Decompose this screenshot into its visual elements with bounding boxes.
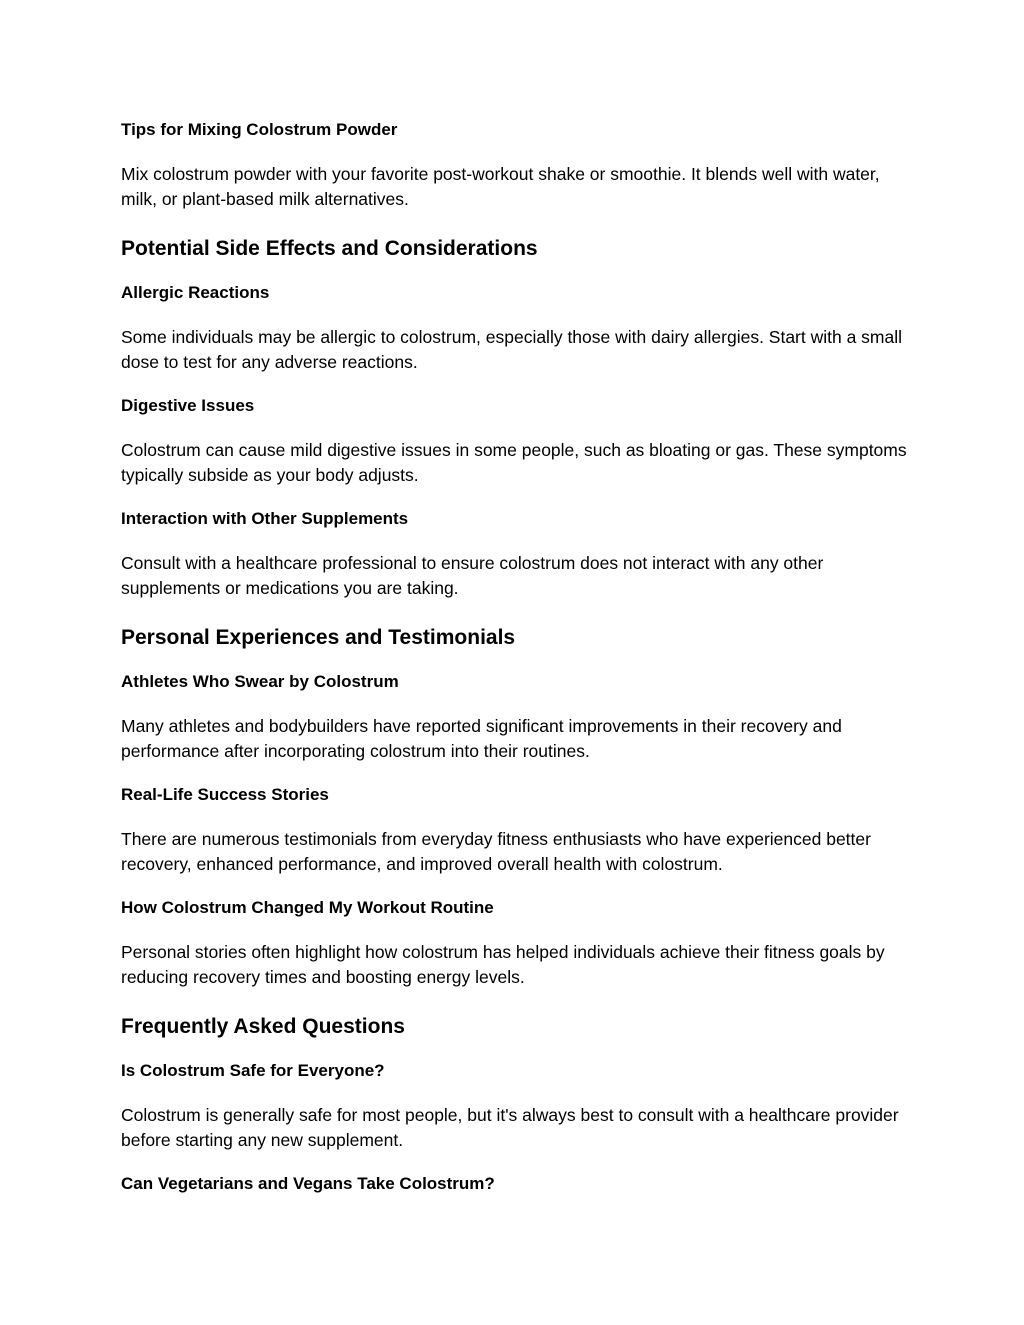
digestive-issues-paragraph: Colostrum can cause mild digestive issues in some people, such as bloating or gas. These symptoms typically subside as your body adjusts. (121, 440, 907, 485)
interaction-heading: Interaction with Other Supplements (121, 509, 409, 528)
experiences-heading: Personal Experiences and Testimonials (121, 626, 516, 649)
success-stories-heading: Real-Life Success Stories (121, 785, 329, 804)
side-effects-heading: Potential Side Effects and Considerations (121, 237, 538, 260)
faq-heading: Frequently Asked Questions (121, 1015, 405, 1038)
digestive-issues-heading: Digestive Issues (121, 396, 255, 415)
success-stories-paragraph: There are numerous testimonials from everyday fitness enthusiasts who have experienced better recovery, enhanced performance, and improved overall health with colostrum. (121, 829, 871, 874)
workout-routine-paragraph: Personal stories often highlight how colostrum has helped individuals achieve their fitness goals by reducing recovery times and boosting energy levels. (121, 942, 885, 987)
faq-vegan-heading: Can Vegetarians and Vegans Take Colostrum? (121, 1174, 495, 1193)
allergic-reactions-paragraph: Some individuals may be allergic to colostrum, especially those with dairy allergies. Start with a small dose to test for any adverse reactions. (121, 327, 903, 372)
faq-safe-paragraph: Colostrum is generally safe for most people, but it's always best to consult with a healthcare provider before starting any new supplement. (121, 1105, 899, 1150)
document-content (121, 118, 911, 1196)
allergic-reactions-heading: Allergic Reactions (121, 283, 270, 302)
athletes-paragraph: Many athletes and bodybuilders have reported significant improvements in their recovery and performance after incorporating colostrum into their routines. (121, 716, 842, 761)
workout-routine-heading: How Colostrum Changed My Workout Routine (121, 898, 494, 917)
faq-safe-heading: Is Colostrum Safe for Everyone? (121, 1061, 385, 1080)
tips-heading: Tips for Mixing Colostrum Powder (121, 120, 398, 139)
interaction-paragraph: Consult with a healthcare professional to ensure colostrum does not interact with any other supplements or medications you are taking. (121, 553, 824, 598)
tips-paragraph: Mix colostrum powder with your favorite post-workout shake or smoothie. It blends well with water, milk, or plant-based milk alternatives. (121, 164, 880, 209)
athletes-heading: Athletes Who Swear by Colostrum (121, 672, 399, 691)
